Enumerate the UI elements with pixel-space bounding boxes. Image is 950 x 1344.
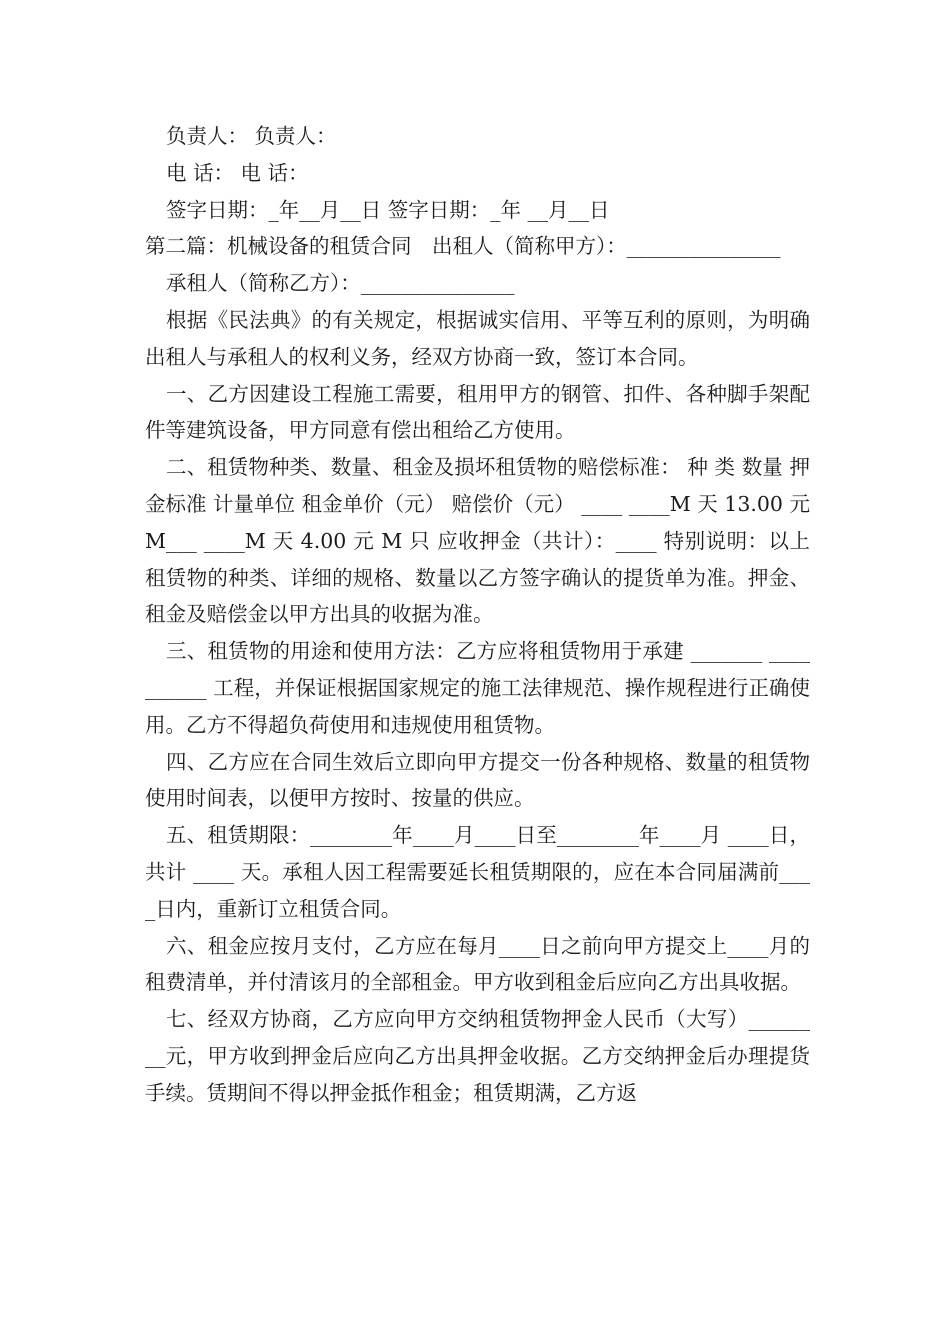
preamble-paragraph: 根据《民法典》的有关规定，根据诚实信用、平等互利的原则，为明确出租人与承租人的权利义务，经双方协商一致，签订本合同。 (145, 307, 810, 369)
document-body (145, 118, 810, 1112)
clause-2: 二、租赁物种类、数量、租金及损坏租赁物的赔偿标准： 种 类 数量 押金标准 计量单位 租金单价（元） 赔偿价（元） ____ ____M 天 13.00 元 M___ ____M 天 4.00 元 M 只 应收押金（共计）：____ 特别说明：以上租赁物的种类、详细的规格、数量以乙方签字确认的提货单为准。押金、租金及赔偿金以甲方出具的收据为准。 (145, 455, 810, 627)
signatory-line: 负责人： 负责人： (166, 124, 337, 148)
clause-1: 一、乙方因建设工程施工需要，租用甲方的钢管、扣件、各种脚手架配件等建筑设备，甲方同意有偿出租给乙方使用。 (145, 381, 810, 443)
phone-line: 电 话： 电 话： (166, 160, 309, 185)
clause-4: 四、乙方应在合同生效后立即向甲方提交一份各种规格、数量的租赁物使用时间表，以便甲方按时、按量的供应。 (145, 749, 810, 811)
clause-6: 六、租金应按月支付，乙方应在每月____日之前向甲方提交上____月的租费清单，并付清该月的全部租金。甲方收到租金后应向乙方出具收据。 (145, 933, 810, 995)
clause-3: 三、租赁物的用途和使用方法：乙方应将租赁物用于承建 _______ __________ 工程，并保证根据国家规定的施工法律规范、操作规程进行正确使用。乙方不得超负荷使用和违规使用租赁物。 (145, 639, 810, 737)
contract-title-lessor-line: 第二篇：机械设备的租赁合同 出租人（简称甲方）：_______________ (145, 234, 781, 259)
clause-5: 五、租赁期限：________年____月____日至________年____月 ____日，共计 ____ 天。承租人因工程需要延长租赁期限的，应在本合同届满前____日内，重新订立租赁合同。 (145, 823, 810, 921)
signing-date-line: 签字日期：_年__月__日 签字日期：_年 __月__日 (166, 197, 610, 222)
clause-7: 七、经双方协商，乙方应向甲方交纳租赁物押金人民币（大写）________元，甲方收到押金后应向乙方出具押金收据。乙方交纳押金后办理提货手续。赁期间不得以押金抵作租金；租赁期满，乙方返 (145, 1007, 810, 1105)
lessee-line: 承租人（简称乙方）：_______________ (166, 271, 515, 296)
